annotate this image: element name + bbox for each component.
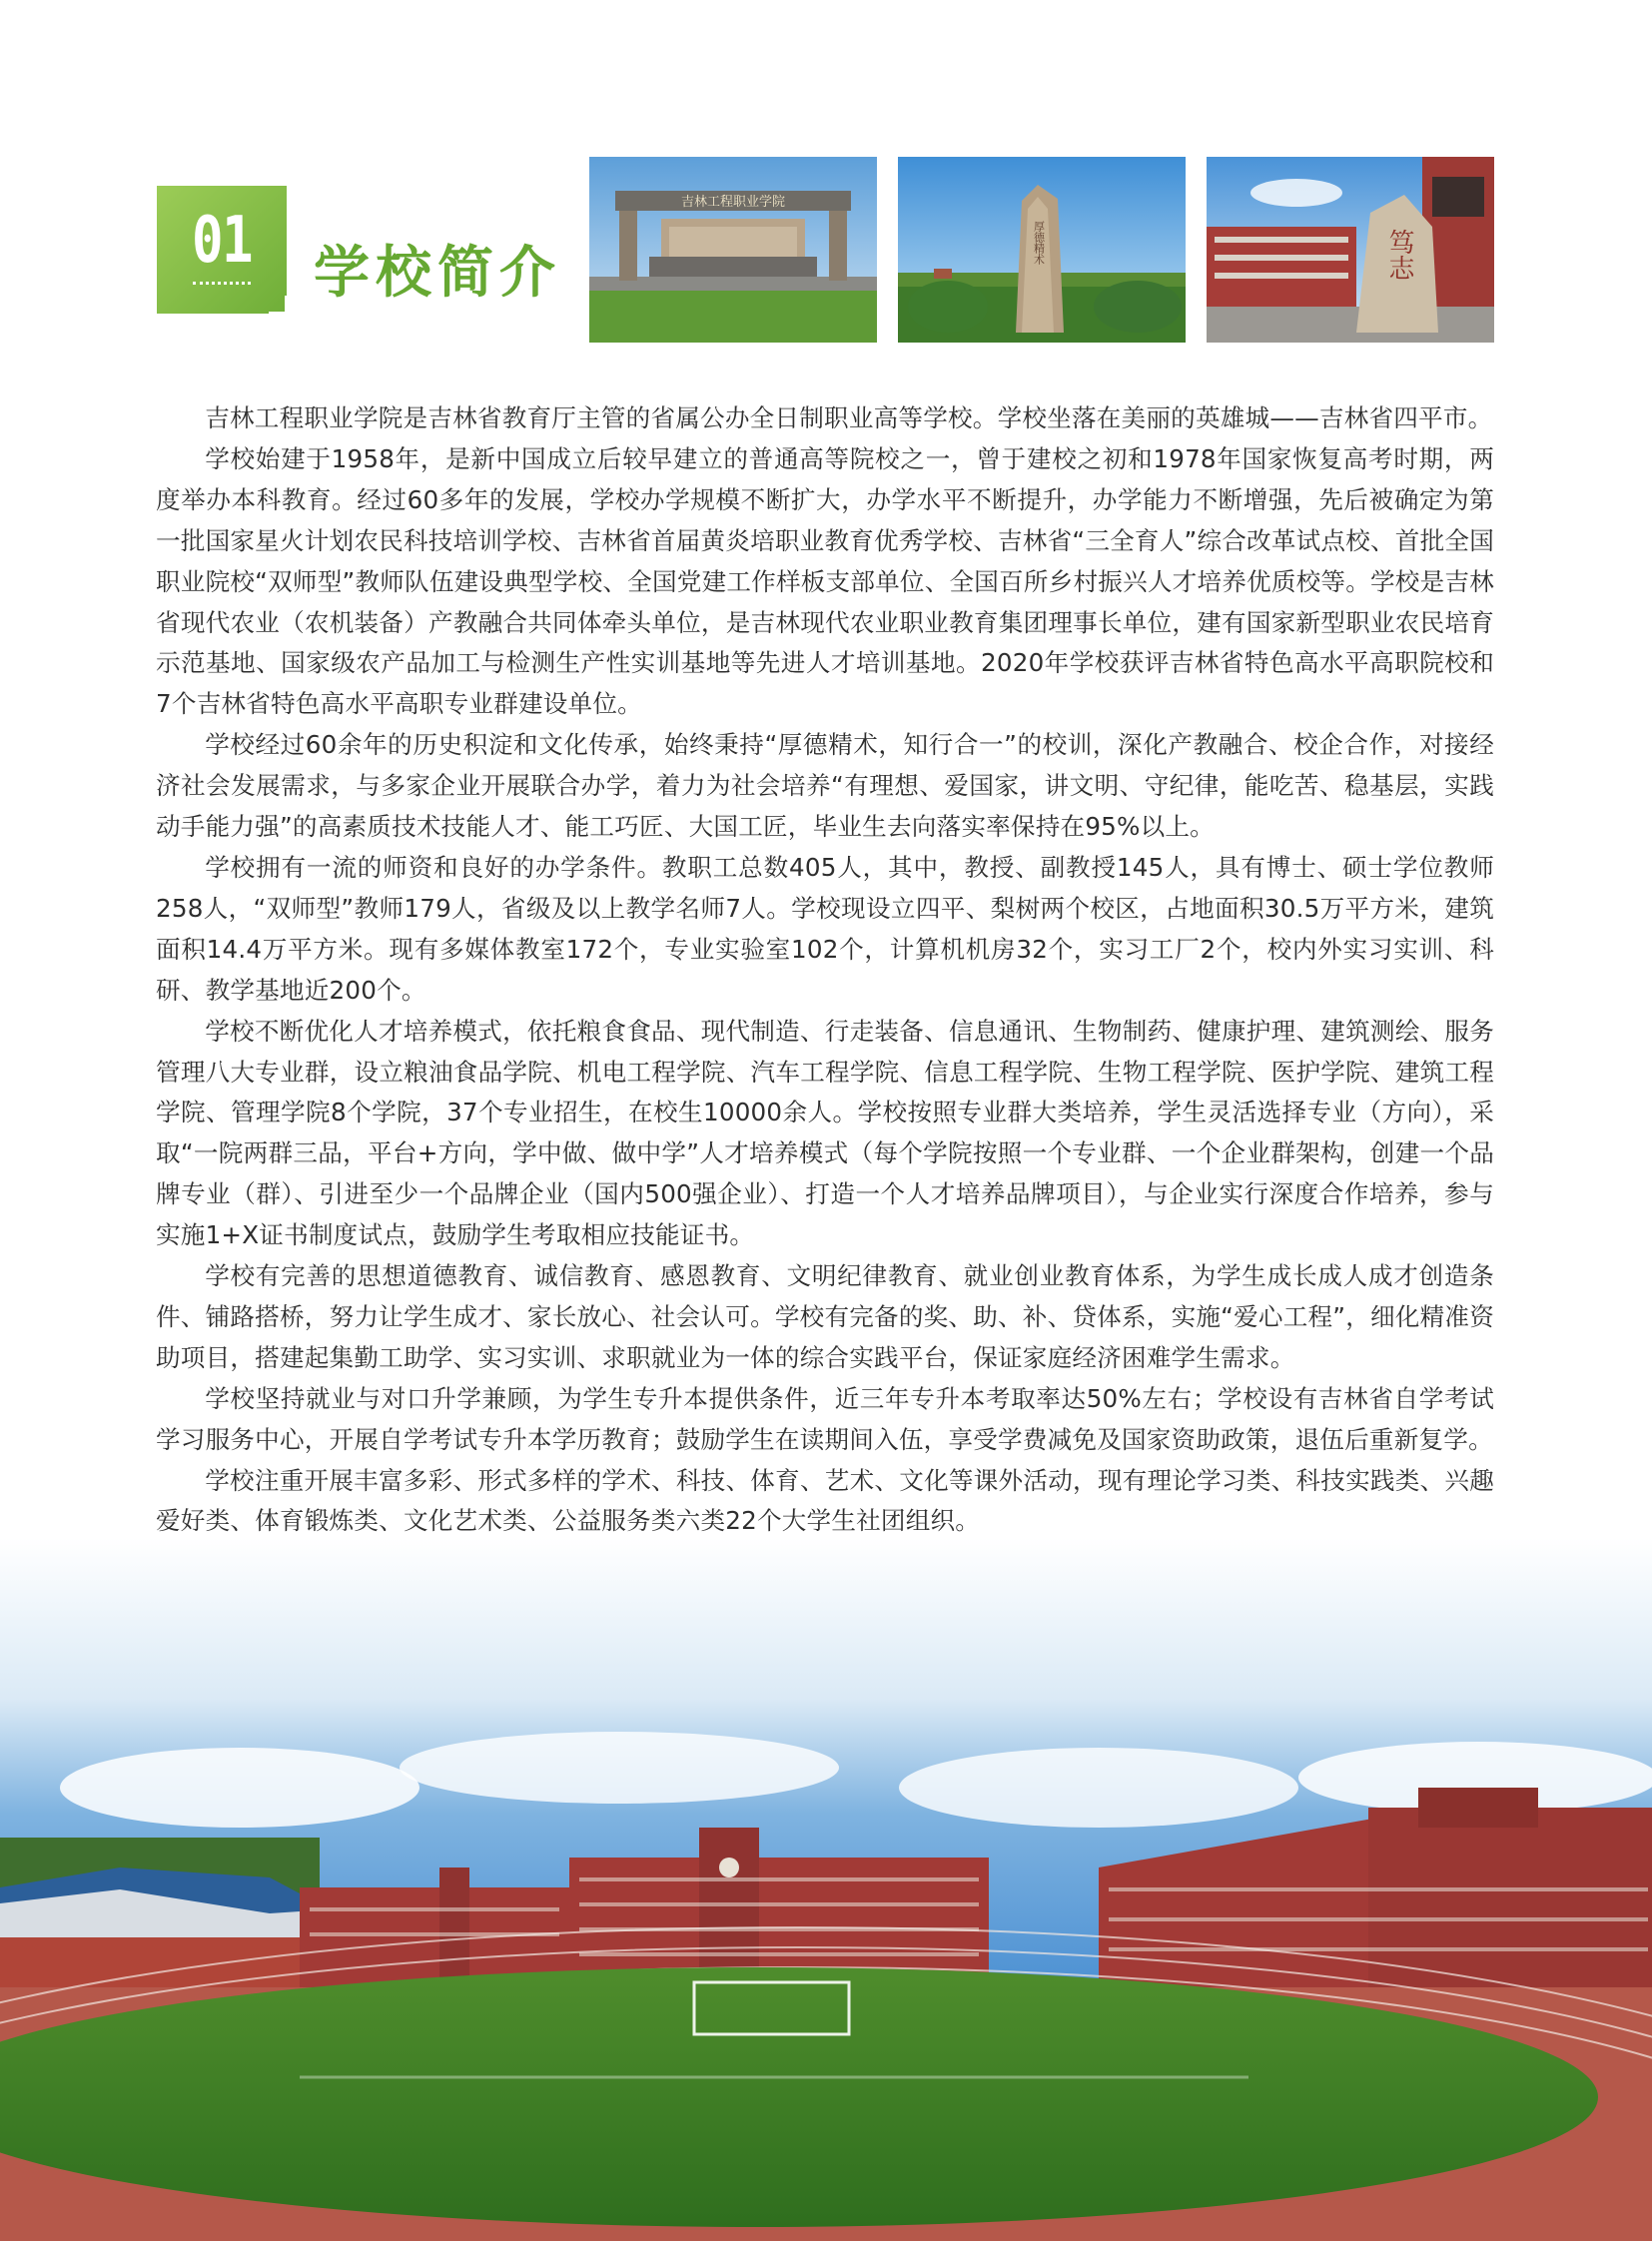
intro-paragraph: 学校坚持就业与对口升学兼顾，为学生专升本提供条件，近三年专升本考取率达50%左右；学校设有吉林省自学考试学习服务中心，开展自学考试专升本学历教育；鼓励学生在读期间入伍，享受学费减免及国家资助政策，退伍后重新复学。 xyxy=(156,1383,1494,1454)
section-title: 学校简介 xyxy=(314,241,561,306)
monument-stone-photo xyxy=(898,157,1186,343)
campus-panorama-photo xyxy=(0,1538,1652,2241)
monument-stone-text: 厚德精术 xyxy=(1032,221,1046,265)
motto-stone-photo xyxy=(1207,157,1494,343)
intro-paragraph: 学校注重开展丰富多彩、形式多样的学术、科技、体育、艺术、文化等课外活动，现有理论学习类、科技实践类、兴趣爱好类、体育锻炼类、文化艺术类、公益服务类六类22个大学生社团组织。 xyxy=(156,1465,1494,1536)
badge-dotted-line xyxy=(193,282,251,285)
intro-paragraph: 学校拥有一流的师资和良好的办学条件。教职工总数405人，其中，教授、副教授145人，具有博士、硕士学位教师258人，“双师型”教师179人，省级及以上教学名师7人。学校现设立四平、梨树两个校区，占地面积30.5万平方米，建筑面积14.4万平方米。现有多媒体教室172个，专业实验室102个，计算机机房32个，实习工厂2个，校内外实习实训、科研、教学基地近200个。 xyxy=(156,852,1494,1005)
school-gate-photo xyxy=(589,157,877,343)
badge-corner-mark xyxy=(269,296,288,315)
motto-stone-text: 笃志 xyxy=(1384,229,1414,281)
intro-paragraph: 学校有完善的思想道德教育、诚信教育、感恩教育、文明纪律教育、就业创业教育体系，为学生成长成人成才创造条件、铺路搭桥，努力让学生成才、家长放心、社会认可。学校有完备的奖、助、补、贷体系，实施“爱心工程”，细化精准资助项目，搭建起集勤工助学、实习实训、求职就业为一体的综合实践平台，保证家庭经济困难学生需求。 xyxy=(156,1261,1494,1372)
intro-paragraph: 学校不断优化人才培养模式，依托粮食食品、现代制造、行走装备、信息通讯、生物制药、健康护理、建筑测绘、服务管理八大专业群，设立粮油食品学院、机电工程学院、汽车工程学院、信息工程学院、生物工程学院、医护学院、建筑工程学院、管理学院8个学院，37个专业招生，在校生10000余人。学校按照专业群大类培养，学生灵活选择专业（方向），采取“一院两群三品，平台+方向，学中做、做中学”人才培养模式（每个学院按照一个专业群、一个企业群架构，创建一个品牌专业（群）、引进至少一个品牌企业（国内500强企业）、打造一个人才培养品牌项目），与企业实行深度合作培养，参与实施1+X证书制度试点，鼓励学生考取相应技能证书。 xyxy=(156,1016,1494,1250)
intro-text xyxy=(156,398,1494,1583)
intro-paragraph: 学校经过60余年的历史积淀和文化传承，始终秉持“厚德精术，知行合一”的校训，深化产教融合、校企合作，对接经济社会发展需求，与多家企业开展联合办学，着力为社会培养“有理想、爱国家，讲文明、守纪律，能吃苦、稳基层，实践动手能力强”的高素质技术技能人才、能工巧匠、大国工匠，毕业生去向落实率保持在95%以上。 xyxy=(156,730,1494,842)
intro-paragraph: 学校始建于1958年，是新中国成立后较早建立的普通高等院校之一，曾于建校之初和1978年国家恢复高考时期，两度举办本科教育。经过60多年的发展，学校办学规模不断扩大，办学水平不断提升，办学能力不断增强，先后被确定为第一批国家星火计划农民科技培训学校、吉林省首届黄炎培职业教育优秀学校、吉林省“三全育人”综合改革试点校、首批全国职业院校“双师型”教师队伍建设典型学校、全国党建工作样板支部单位、全国百所乡村振兴人才培养优质校等。学校是吉林省现代农业（农机装备）产教融合共同体牵头单位，是吉林现代农业职业教育集团理事长单位，建有国家新型职业农民培育示范基地、国家级农产品加工与检测生产性实训基地等先进人才培训基地。2020年学校获评吉林省特色高水平高职院校和7个吉林省特色高水平高职专业群建设单位。 xyxy=(156,443,1494,719)
section-number: 01 xyxy=(192,204,252,278)
section-number-badge xyxy=(157,186,287,314)
intro-paragraph: 吉林工程职业学院是吉林省教育厅主管的省属公办全日制职业高等学校。学校坐落在美丽的英雄城——吉林省四平市。 xyxy=(205,403,1493,432)
gate-sign-text: 吉林工程职业学院 xyxy=(680,195,786,210)
